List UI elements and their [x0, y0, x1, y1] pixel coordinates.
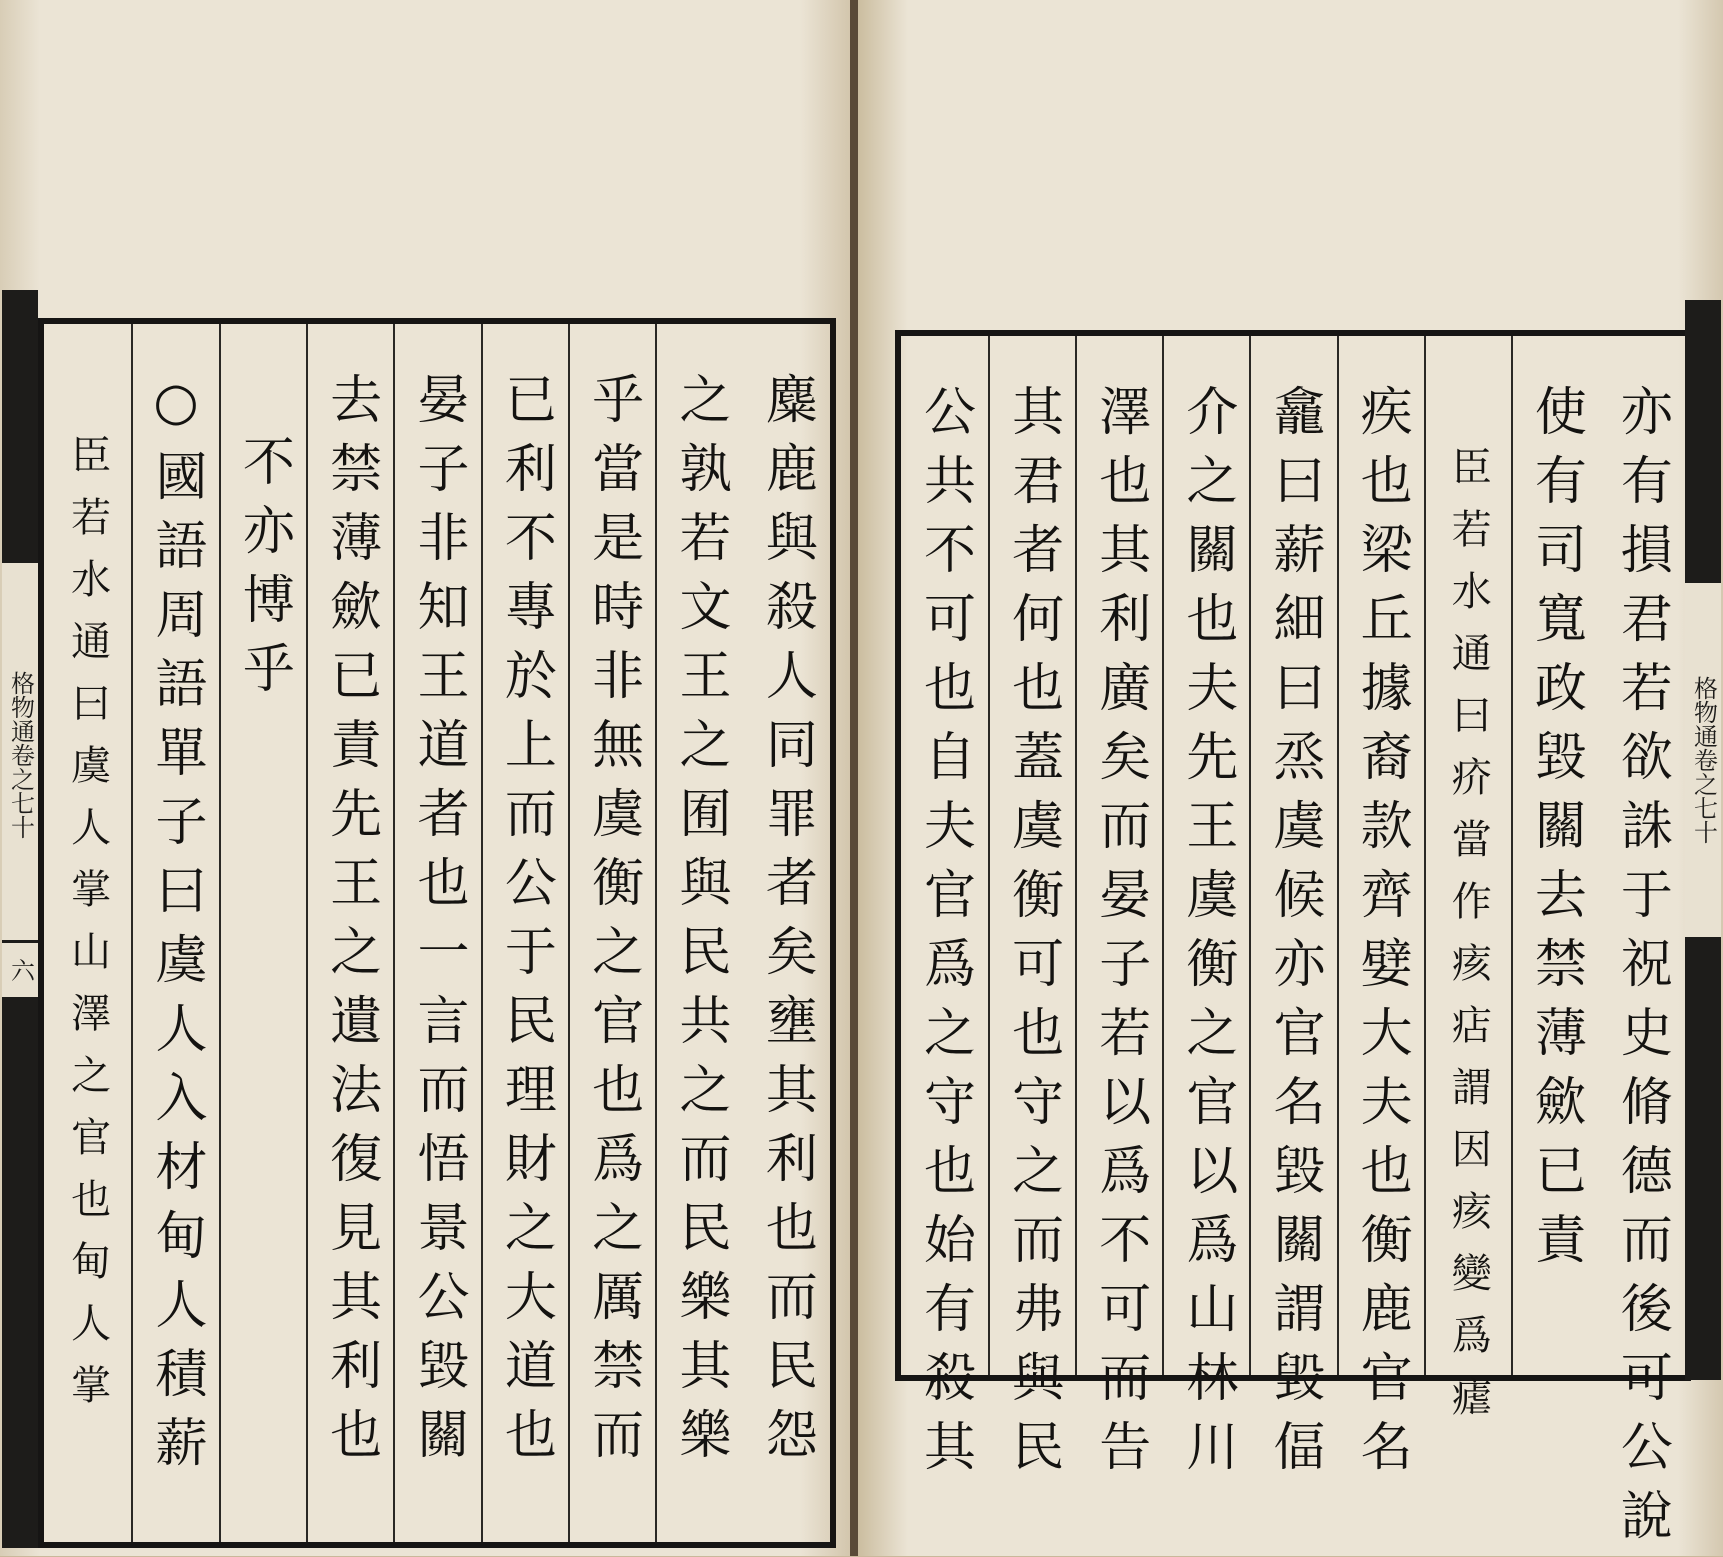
- left-margin-strip: [2, 290, 38, 1548]
- left-page-column-text: 臣若水通曰虞人掌山澤之官也甸人掌: [64, 434, 111, 1426]
- right-margin-strip: [1685, 300, 1721, 1380]
- left-page-number: 六: [2, 940, 38, 1000]
- right-page-column-text: 公共不可也自夫官爲之守也始有殺其: [914, 384, 975, 1488]
- left-page-column-text: 已利不專於上而公于民理財之大道也: [495, 372, 556, 1476]
- right-page-column-text: 疾也梁丘據裔款齊嬖大夫也衡鹿官名: [1351, 384, 1412, 1488]
- left-page-column: [44, 324, 131, 1542]
- book-gutter: [850, 0, 858, 1556]
- left-page-column: [306, 324, 393, 1542]
- right-page-column: [1162, 336, 1249, 1488]
- right-page-column-text: 龕曰薪細曰烝虞候亦官名毀關謂毀偪: [1263, 384, 1324, 1488]
- right-page-column-text: 亦有損君若欲誅于祝史脩德而後可公說: [1611, 384, 1672, 1557]
- left-page-column: [393, 324, 480, 1542]
- left-page-column-text: 麋鹿與殺人同罪者矣壅其利也而民怨: [756, 372, 817, 1476]
- right-page-column: [1424, 336, 1511, 1438]
- right-page-column: [1511, 336, 1598, 1375]
- left-page-column-text: 去禁薄歛已責先王之遺法復見其利也: [320, 372, 381, 1476]
- left-margin-title: 格物通卷之七十: [2, 560, 38, 950]
- left-page-column: [219, 324, 306, 1542]
- right-page-column-text: 介之關也夫先王虞衡之官以爲山林川: [1176, 384, 1237, 1488]
- right-page: [858, 0, 1723, 1556]
- right-page-column: [1249, 336, 1336, 1488]
- right-page-column: [901, 336, 988, 1488]
- right-text-frame: [895, 330, 1691, 1557]
- left-page-column-text: 不亦博乎: [233, 434, 294, 710]
- right-page-column: [988, 336, 1075, 1488]
- left-page-column: [655, 324, 742, 1542]
- left-page-column-text: 乎當是時非無虞衡之官也爲之厲禁而: [582, 372, 643, 1476]
- left-text-frame: [38, 318, 836, 1548]
- left-page-column-text: 之孰若文王之囿與民共之而民樂其樂: [669, 372, 730, 1476]
- left-page-column: [481, 324, 568, 1542]
- right-page-column: [1075, 336, 1162, 1488]
- left-page-column-text: 晏子非知王道者也一言而悟景公毀關: [407, 372, 468, 1476]
- right-page-column: [1337, 336, 1424, 1488]
- right-page-column-text: 澤也其利廣矣而晏子若以爲不可而告: [1089, 384, 1150, 1488]
- left-page-column: [131, 324, 218, 1542]
- right-page-column: [1598, 336, 1685, 1557]
- right-margin-title: 格物通卷之七十: [1685, 580, 1721, 940]
- right-page-column-text: 使有司寬政毀關去禁薄歛已責: [1525, 384, 1586, 1281]
- right-page-column-text: 其君者何也蓋虞衡可也守之而弗與民: [1002, 384, 1063, 1488]
- left-page-column-text: ○國語周語單子曰虞人入材甸人積薪: [145, 372, 206, 1484]
- right-page-column-text: 臣若水通曰疥當作痎痁謂因痎變爲瘧: [1445, 446, 1492, 1438]
- left-page: [0, 0, 850, 1556]
- left-page-column: [743, 324, 830, 1542]
- left-page-column: [568, 324, 655, 1542]
